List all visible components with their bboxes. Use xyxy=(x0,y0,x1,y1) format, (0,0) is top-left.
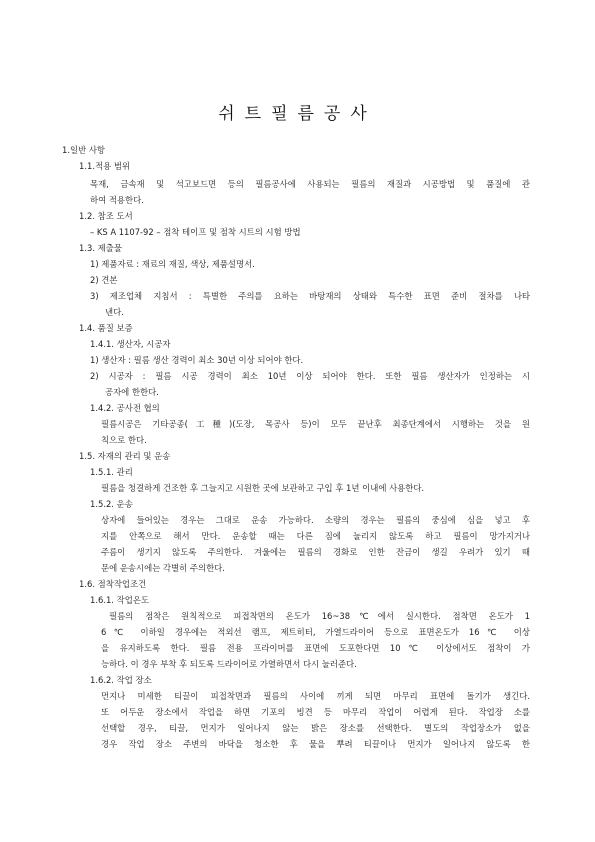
paragraph-line: 필름시공은 기타공종(工種)(도장, 목공사 등)이 모두 끝난후 최종단계에서 시행하는 것을 원 xyxy=(101,419,530,429)
list-item: 2) 시공자 : 필름 시공 경력이 최소 10년 이상 되어야 한다. 또한 필름 생산자가 인정하는 시 xyxy=(90,371,530,381)
paragraph-line: 지를 안쪽으로 해서 만다. 운송할 때는 다른 짐에 눌리지 않도록 하고 필름이 망가지거나 xyxy=(101,531,530,541)
subsubsection-heading-temperature: 1.6.1. 작업온도 xyxy=(90,595,149,605)
subsubsection-heading-transport: 1.5.2. 운송 xyxy=(90,499,133,509)
section-heading-general: 1.일반 사항 xyxy=(62,145,106,155)
paragraph-line: 6℃ 이하일 경우에는 적외선 램프, 제트히터, 가열드라이어 등으로 표면온도가 16℃ 이상 xyxy=(101,627,530,637)
subsection-heading-conditions: 1.6. 점착작업조건 xyxy=(79,579,147,589)
paragraph-line: 또 어두운 장소에서 작업을 하면 기포의 빙견 등 마무리 작업이 어렵게 된다. 작업장 소를 xyxy=(101,707,530,717)
paragraph-line: 경우 작업 장소 주변의 바닥을 청소한 후 물을 뿌려 티끌이나 먼지가 일어나지 않도록 한 xyxy=(101,739,530,749)
paragraph-line: 상자에 들어있는 경우는 그대로 운송 가능하다. 소량의 경우는 필름의 중심에 심을 넣고 후 xyxy=(101,515,530,525)
paragraph-line: 필름의 점착은 원칙적으로 피접착면의 온도가 16~38℃에서 실시한다. 점착면 온도가 1 xyxy=(109,611,530,621)
document-title: 쉬트필름공사 xyxy=(218,104,377,124)
reference-item: – KS A 1107-92 – 점착 테이프 및 점착 시트의 시험 방법 xyxy=(90,227,301,237)
paragraph-line: 목재, 금속재 및 석고보드면 등의 필름공사에 사용되는 필름의 재질과 시공방법 및 품질에 관 xyxy=(90,179,530,189)
list-item: 3) 제조업체 지침서 : 특별한 주의를 요하는 바탕재의 상태와 특수한 표면 준비 절차를 나타 xyxy=(90,291,530,301)
subsubsection-heading-location: 1.6.2. 작업 장소 xyxy=(90,675,152,685)
subsection-heading-materials: 1.5. 자재의 관리 및 운송 xyxy=(79,451,171,461)
paragraph-line: 하여 적용한다. xyxy=(90,195,144,205)
subsubsection-heading-consultation: 1.4.2. 공사전 협의 xyxy=(90,403,160,413)
subsubsection-heading-management: 1.5.1. 관리 xyxy=(90,467,133,477)
subsection-heading-quality: 1.4. 품질 보증 xyxy=(79,323,133,333)
list-item: 1) 제품자료 : 재료의 재질, 색상, 제품설명서. xyxy=(90,259,255,269)
paragraph-line: 칙으로 한다. xyxy=(101,435,147,445)
paragraph-line: 주름이 생기지 않도록 주의한다. 겨울에는 필름의 경화로 인한 잔금이 생길 우려가 있기 때 xyxy=(101,547,530,557)
subsection-heading-references: 1.2. 참조 도서 xyxy=(79,211,133,221)
paragraph-line: 선택할 경우, 티끌, 먼지가 일어나지 않는 밝은 장소를 선택한다. 별도의 작업장소가 없을 xyxy=(101,723,530,733)
list-item-continuation: 낸다. xyxy=(105,307,124,317)
subsection-heading-submittals: 1.3. 제출물 xyxy=(79,243,122,253)
paragraph-line: 먼지나 미세한 티끌이 피접착면과 필름의 사이에 끼게 되면 마무리 표면에 돌기가 생긴다. xyxy=(101,691,530,701)
subsubsection-heading-producer: 1.4.1. 생산자, 시공자 xyxy=(90,339,171,349)
list-item-continuation: 공자에 한한다. xyxy=(105,387,159,397)
paragraph-line: 을 유지하도록 한다. 필름 전용 프라이머를 표면에 도포한다면 10℃ 이상에서도 점착이 가 xyxy=(101,643,530,653)
list-item: 1) 생산자 : 필름 생산 경력이 최소 30년 이상 되어야 한다. xyxy=(90,355,304,365)
paragraph-line: 능하다. 이 경우 부착 후 되도록 드라이어로 가열하면서 다시 눌러준다. xyxy=(101,659,357,669)
paragraph-line: 문에 운송시에는 각별히 주의한다. xyxy=(101,563,225,573)
subsection-heading-scope: 1.1.적용 범위 xyxy=(79,161,131,171)
list-item: 2) 견본 xyxy=(90,275,118,285)
paragraph-line: 필름을 청결하게 건조한 후 그늘지고 시원한 곳에 보관하고 구입 후 1년 이내에 사용한다. xyxy=(101,483,425,493)
